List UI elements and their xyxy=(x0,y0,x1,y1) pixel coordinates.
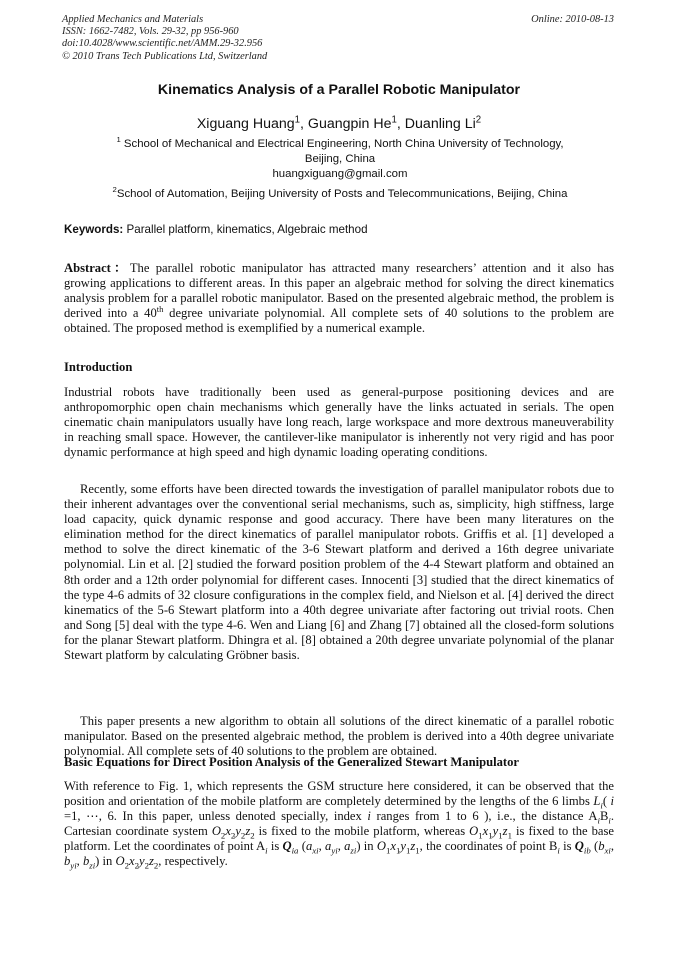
issn-line: ISSN: 1662-7482, Vols. 29-32, pp 956-960 xyxy=(62,26,239,38)
author-list: Xiguang Huang$^1$, Guangpin He$^1$, Duanling Li$^2$ xyxy=(196,114,482,132)
affiliation-mark: 1 xyxy=(116,135,121,145)
author-email: huangxiguang@gmail.com xyxy=(272,168,408,181)
author-name: Xiguang Huang xyxy=(196,116,295,132)
affiliation-1 xyxy=(70,137,610,183)
abstract-superscript: th xyxy=(156,304,164,315)
section-heading-introduction: Introduction xyxy=(64,360,133,374)
abstract-label: Abstract： xyxy=(64,261,130,275)
affiliation-line: School of Mechanical and Electrical Engineering, North China University of Technology, xyxy=(123,138,564,150)
affiliation-2 xyxy=(70,187,610,202)
section-heading-basic-equations: Basic Equations for Direct Position Analysis of the Generalized Stewart Manipulator xyxy=(64,755,519,769)
affiliation-mark: 2 xyxy=(112,185,117,195)
keywords-text: Parallel platform, kinematics, Algebraic method xyxy=(126,223,368,236)
keywords xyxy=(64,223,368,236)
author-affiliation-mark: 2 xyxy=(475,114,482,126)
author-name: Guangpin He xyxy=(307,116,392,132)
abstract xyxy=(64,261,614,336)
affiliation-line: Beijing, China xyxy=(304,153,376,166)
journal-header xyxy=(62,14,267,63)
author-affiliation-mark: 1 xyxy=(391,114,397,126)
author-affiliation-mark: 1 xyxy=(294,114,301,126)
intro-paragraph-3: This paper presents a new algorithm to obtain all solutions of the direct kinematic of a parallel robotic manipulator. Based on the presented algebraic method, the problem is derived into a 40th degree univariate polynomial. All complete sets of 40 solutions to the problem are obtained. xyxy=(64,714,614,759)
abstract-text: The parallel robotic manipulator has attracted many researchers’ attention and it also has growing applications to different areas. In this paper an algebraic method for solving the direct kinematics analysis problem for a parallel robotic manipulator. Based on the presented algebraic method, the problem is derived into a 40 xyxy=(64,261,614,321)
abstract-text: degree univariate polynomial. All complete sets of 40 solutions to the problem are obtained. The proposed method is exemplified by a numerical example. xyxy=(64,306,614,336)
online-date: Online: 2010-08-13 xyxy=(531,14,614,25)
author-name: Duanling Li xyxy=(404,116,476,132)
paper-title: Kinematics Analysis of a Parallel Robotic Manipulator xyxy=(157,82,521,98)
intro-paragraph-1: Industrial robots have traditionally been used as general-purpose positioning devices and are anthropomorphic open chain mechanisms which generally have the links actuated in serials. The open cinematic chain manipulators usually have long reach, large workspace and more dextrous maneuverability in reaching small space. However, the cantilever-like manipulator is inherently not very rigid and has poor dynamic performance at high speed and high dynamic loading operating conditions. xyxy=(64,385,614,460)
basic-equations-paragraph: With reference to Fig. 1, which represents the GSM structure here considered, it can be observed that the position and orientation of the mobile platform are completely determined by the lengths of the 6 limbs $L_i$( i =1, ⋯, 6. In this paper, unless denoted specially, index i ranges from 1 to 6 ), i.e., the distance $A_iB_i$. Cartesian coordinate system $O_2x_2y_2z_2$ is fixed to the mobile platform, whereas $O_1x_1y_1z_1$ is fixed to the base platform. Let the coordinates of point $A_i$ is $Q_{ia}$ ($a_{xi}$, $a_{yi}$, $a_{zi}$) in $O_1x_1y_1z_1$, the coordinates of point $B_i$ is $Q_{ib}$ ($b_{xi}$, $b_{yi}$, $b_{zi}$) in $O_2x_2y_2z_2$, respectively. xyxy=(64,779,615,871)
keywords-label: Keywords: xyxy=(64,223,124,236)
affiliation-line: School of Automation, Beijing University of Posts and Telecommunications, Beijing, China xyxy=(116,188,568,200)
intro-paragraph-2: Recently, some efforts have been directed towards the investigation of parallel manipulator robots due to their inherent advantages over the conventional serial mechanisms, such as, simplicity, high stiffness, large load capacity, quick dynamic response and good accuracy. There have been many literatures on the elimination method for the direct kinematics of parallel manipulator robots. Griffis et al. [1] developed a method to solve the direct kinematic of the 3-6 Stewart platform and derived a 16th degree univariate polynomial. Lin et al. [2] studied the forward position problem of the 4-4 Stewart platform and obtained an 8th order and a 12th order polynomial for different cases. Innocenti [3] studied that the direct kinematics of the type 4-6 admits of 32 closure configurations in the complex field, and Nielson et al. [4] derived the direct kinematics of the 5-6 Stewart platform into a 40th degree univariate after factoring out trivial roots. Chen and Song [5] deal with the type 4-6. Wen and Liang [6] and Zhang [7] obtained all the closed-form solutions for the planar Stewart platform. Dhingra et al. [8] obtained a 20th degree unvariate polynomial of the planar Stewart platform by calculating Gröbner basis. xyxy=(64,482,614,663)
copyright-line: © 2010 Trans Tech Publications Ltd, Switzerland xyxy=(62,50,268,62)
journal-name: Applied Mechanics and Materials xyxy=(62,14,204,25)
doi-line: doi:10.4028/www.scientific.net/AMM.29-32.956 xyxy=(62,38,263,50)
